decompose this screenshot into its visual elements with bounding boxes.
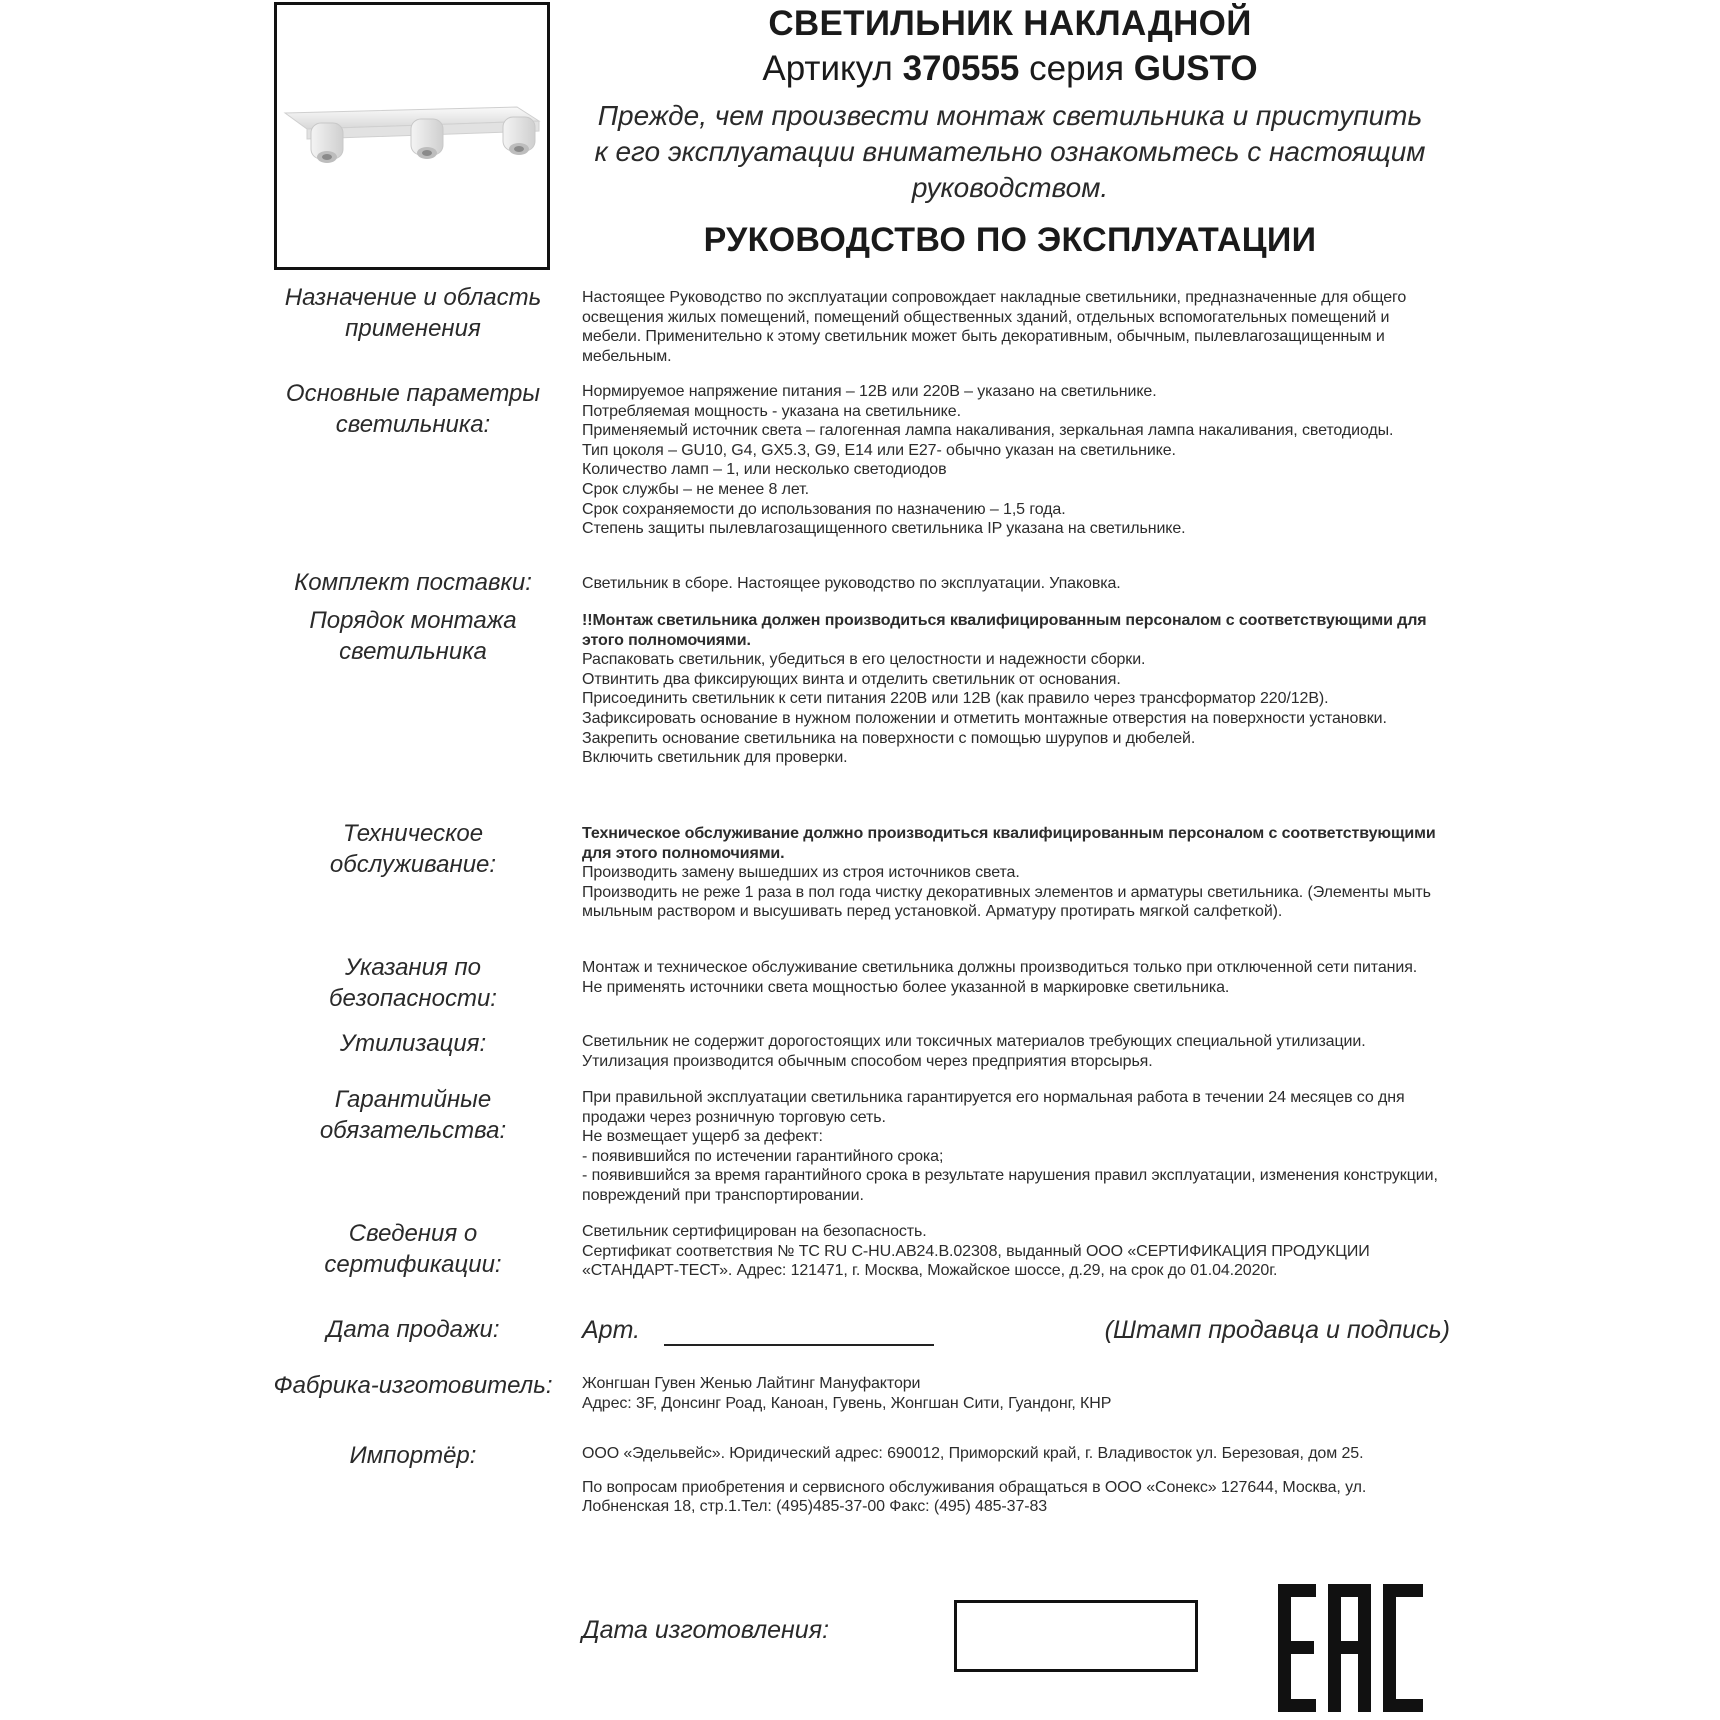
maintenance-text: Техническое обслуживание должно производиться квалифицированным персоналом с соответствующими для этого полномочиями. Производить замену вышедших из строя источников света. Производить не реже 1 раза в пол года чистку декоративных элементов и арматуры светильника. (Элементы мыть мыльным раствором и высушивать перед установкой. Арматуру протирать мягкой салфеткой). [582,825,1436,921]
mounting-label: Порядок монтажа светильника [309,607,517,665]
manufacture-date-box [954,1600,1198,1672]
lamp-illustration [277,5,547,267]
series-name: GUSTO [1133,49,1258,88]
maintenance-label: Техническое обслуживание: [329,820,497,878]
service-contact: По вопросам приобретения и сервисного обслуживания обращаться в ООО «Сонекс» 127644, Москва, ул. Лобненская 18, стр.1.Тел: (495)485-37-00 Факс: (495) 485-37-83 [582,1478,1367,1516]
document-header [570,0,1450,262]
manufacturer-label: Фабрика-изготовитель: [273,1372,553,1399]
warranty-label: Гарантийные обязательства: [319,1086,507,1144]
intro-text: Прежде, чем произвести монтаж светильника и приступить к его эксплуатации внимательно ознакомьтесь с настоящим руководством. [594,100,1426,203]
seller-stamp-label: (Штамп продавца и подпись) [1104,1316,1450,1344]
sale-article-label: Арт. [582,1316,641,1344]
article-number: 370555 [902,49,1020,88]
sale-date-row [582,1314,1450,1350]
purpose-label: Назначение и область применения [284,284,542,342]
manual-title: РУКОВОДСТВО ПО ЭКСПЛУАТАЦИИ [703,221,1317,259]
disposal-text: Светильник не содержит дорогостоящих или токсичных материалов требующих специальной утилизации. Утилизация производится обычным способом через предприятия вторсырья. [582,1033,1366,1070]
safety-label: Указания по безопасности: [329,954,497,1012]
kit-label: Комплект поставки: [294,569,532,596]
manufacture-date-label: Дата изготовления: [582,1616,830,1644]
safety-text: Монтаж и техническое обслуживание светильника должны производиться только при отключенной сети питания. Не применять источники света мощностью более указанной в маркировке светильника. [582,959,1418,996]
disposal-label: Утилизация: [339,1030,487,1057]
product-image [274,2,550,270]
certification-label: Сведения о сертификации: [324,1220,502,1278]
sale-article-field [664,1344,934,1346]
article-line: Артикул 370555 серия GUSTO [762,49,1258,88]
document-title: СВЕТИЛЬНИК НАКЛАДНОЙ [768,4,1252,43]
params-label: Основные параметры светильника: [285,380,541,438]
mounting-text: !!Монтаж светильника должен производиться квалифицированным персоналом с соответствующими для этого полномочиями. Распаковать светильник, убедиться в его целостности и надежности сборки. Отвинтить два фиксирующих винта и отделить светильник от основания. Присоединить светильник к сети питания 220В или 12В (как правило через трансформатор 220/12В). Зафиксировать основание в нужном положении и отметить монтажные отверстия на поверхности установки. Закрепить основание светильника на поверхности с помощью шурупов и дюбелей. Включить светильник для проверки. [582,612,1427,767]
manufacturer-text: Жонгшан Гувен Женью Лайтинг Мануфактори Адрес: 3F, Донсинг Роад, Каноан, Гувень, Жонгшан Сити, Гуандонг, КНР [582,1375,1112,1412]
warranty-text: При правильной эксплуатации светильника гарантируется его нормальная работа в течении 24 месяцев со дня продажи через розничную торговую сеть. Не возмещает ущерб за дефект: - появившийся по истечении гарантийного срока; - появившийся за время гарантийного срока в результате нарушения правил эксплуатации, изменения конструкции, повреждений при транспортировании. [582,1089,1438,1204]
kit-text: Светильник в сборе. Настоящее руководство по эксплуатации. Упаковка. [582,575,1121,592]
eac-mark-icon [1276,1582,1426,1714]
importer-text: ООО «Эдельвейс». Юридический адрес: 690012, Приморский край, г. Владивосток ул. Березовая, дом 25. По вопросам приобретения и сервисного обслуживания обращаться в ООО «Сонекс» 127644, Москва, ул. Лобненская 18, стр.1.Тел: (495)485-37-00 Факс: (495) 485-37-83 [582,1444,1442,1517]
params-text: Нормируемое напряжение питания – 12В или 220В – указано на светильнике. Потребляемая мощность - указана на светильнике. Применяемый источник света – галогенная лампа накаливания, зеркальная лампа накаливания, светодиоды. Тип цоколя – GU10, G4, GX5.3, G9, E14 или E27- обычно указан на светильнике. Количество ламп – 1, или несколько светодиодов Срок службы – не менее 8 лет. Срок сохраняемости до использования по назначению – 1,5 года. Степень защиты пылевлагозащищенного светильника IP указана на светильнике. [582,383,1394,538]
certification-text: Светильник сертифицирован на безопасность. Сертификат соответствия № ТС RU C-HU.АВ24.В.02308, выданный ООО «СЕРТИФИКАЦИЯ ПРОДУКЦИИ «СТАНДАРТ-ТЕСТ». Адрес: 121471, г. Москва, Можайское шоссе, д.29, на срок до 01.04.2020г. [582,1223,1370,1280]
sale-date-label: Дата продажи: [326,1316,500,1343]
purpose-text: Настоящее Руководство по эксплуатации сопровождает накладные светильники, предназначенные для общего освещения жилых помещений, помещений общественных зданий, отдельных вспомогательных помещений и мебели. Применительно к этому светильник может быть декоративным, обычным, пылевлагозащищенным и мебельным. [582,289,1407,365]
importer-label: Импортёр: [349,1442,477,1469]
